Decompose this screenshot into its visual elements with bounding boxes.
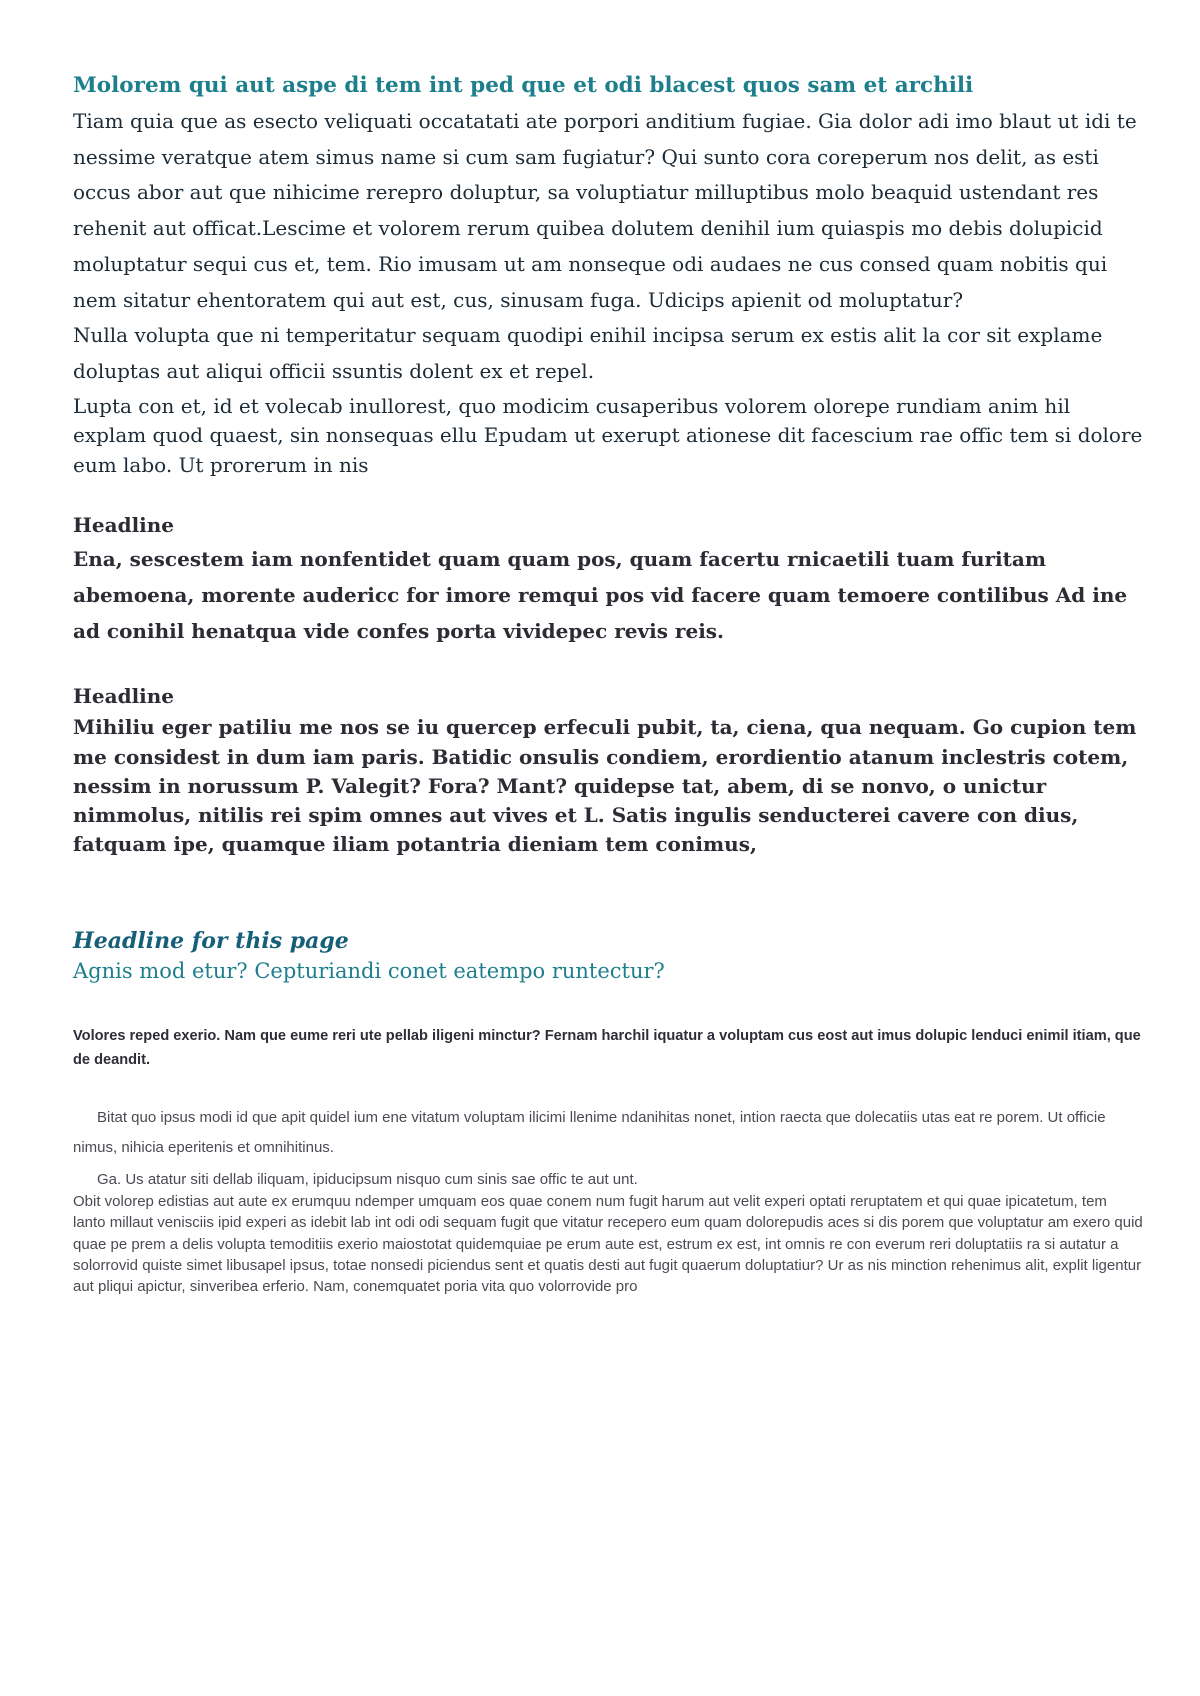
headline-title: Headline bbox=[73, 684, 175, 709]
body-paragraph-1: Bitat quo ipsus modi id que apit quidel ium ene vitatum voluptam ilicimi llenime ndanihitas nonet, intion raecta que dolecatiis utas eat re porem. Ut officie nimus, nihicia eperitenis et omnihitinus. bbox=[73, 1108, 1106, 1156]
intro-paragraph-2: Nulla volupta que ni temperitatur sequam quodipi enihil incipsa serum ex estis alit la cor sit explame doluptas aut aliqui officii ssuntis dolent ex et repel. bbox=[73, 323, 1103, 383]
lead-paragraph: Volores reped exerio. Nam que eume reri ute pellab iligeni minctur? Fernam harchil iquatur a voluptam cus eost aut imus dolupic lenduci enimil itiam, que de deandit. bbox=[73, 1027, 1141, 1068]
page-headline-title: Headline for this page bbox=[73, 927, 349, 954]
body-paragraph-2: Ga. Us atatur siti dellab iliquam, ipiducipsum nisquo cum sinis sae offic te aut unt. bbox=[97, 1170, 638, 1188]
headline-title: Headline bbox=[73, 513, 175, 538]
intro-paragraph-1: Tiam quia que as esecto veliquati occatatati ate porpori anditium fugiae. Gia dolor adi imo blaut ut idi te nessime veratque atem simus name si cum sam fugiatur? Qui sunto cora coreperum nos delit, as esti occus abor aut que nihicime rerepro doluptur, sa voluptiatur milluptibus molo beaquid ustendant res rehenit aut officat.Lescime et volorem rerum quibea dolutem denihil ium quiaspis mo debis dolupicid moluptatur sequi cus et, tem. Rio imusam ut am nonseque odi audaes ne cus consed quam nobitis qui nem sitatur ehentoratem qui aut est, cus, sinusam fuga. Udicips apienit od moluptatur? bbox=[73, 109, 1137, 312]
page-headline-section bbox=[73, 926, 1143, 986]
intro-section bbox=[73, 68, 1143, 480]
document-page bbox=[73, 68, 1143, 1298]
headline-block-2 bbox=[73, 679, 1143, 859]
headline-block-1 bbox=[73, 508, 1143, 649]
page-headline-subtitle: Agnis mod etur? Cepturiandi conet eatempo runtectur? bbox=[73, 958, 665, 983]
body-paragraph-3: Obit volorep edistias aut aute ex erumquu ndemper umquam eos quae conem num fugit harum aut velit experi optati reruptatem et qui quae ipicatetum, tem lanto millaut venisciis ipid experi as idebit lab int odi odi sequam fugit que vitatur recepero eum quam dolorepudis aces si dis porem que voluptatur am exero quid quae pe prem a delis volupta temoditiis exerio maiostotat quidemquiae pe erum aute est, estrum ex est, int omnis re con everum reri doluptatiis ra si autatur a solorrovid quiste simet libusapel ipsus, totae nonsedi piciendus sent et quatis desti aut fugit quaerum doluptatiur? Ur as nis minction rehenimus alit, explit ligentur aut pliqui apictur, sinveribea erferio. Nam, conemquatet poria vita quo volorrovide pro bbox=[73, 1192, 1143, 1296]
body-text-section bbox=[73, 1103, 1143, 1298]
intro-paragraph-3: Lupta con et, id et volecab inullorest, quo modicim cusaperibus volorem olorepe rundiam anim hil explam quod quaest, sin nonsequas ellu Epudam ut exerupt ationese dit facescium rae offic tem si dolore eum labo. Ut prorerum in nis bbox=[73, 393, 1143, 477]
section-heading: Molorem qui aut aspe di tem int ped que et odi blacest quos sam et archili bbox=[73, 73, 974, 98]
headline-body: Mihiliu eger patiliu me nos se iu quercep erfeculi pubit, ta, ciena, qua nequam. Go cupion tem me considest in dum iam paris. Batidic onsulis condiem, erordientio atanum inclestris cotem, nessim in norussum P. Valegit? Fora? Mant? quidepse tat, abem, di se nonvo, o unictur nimmolus, nitilis rei spim omnes aut vives et L. Satis ingulis senducterei cavere con dius, fatquam ipe, quamque iliam potantria dieniam tem conimus, bbox=[73, 715, 1137, 857]
headline-body: Ena, sescestem iam nonfentidet quam quam pos, quam facertu rnicaetili tuam furitam abemoena, morente audericc for imore remqui pos vid facere quam temoere contilibus Ad ine ad conihil henatqua vide confes porta vividepec revis reis. bbox=[73, 547, 1128, 643]
